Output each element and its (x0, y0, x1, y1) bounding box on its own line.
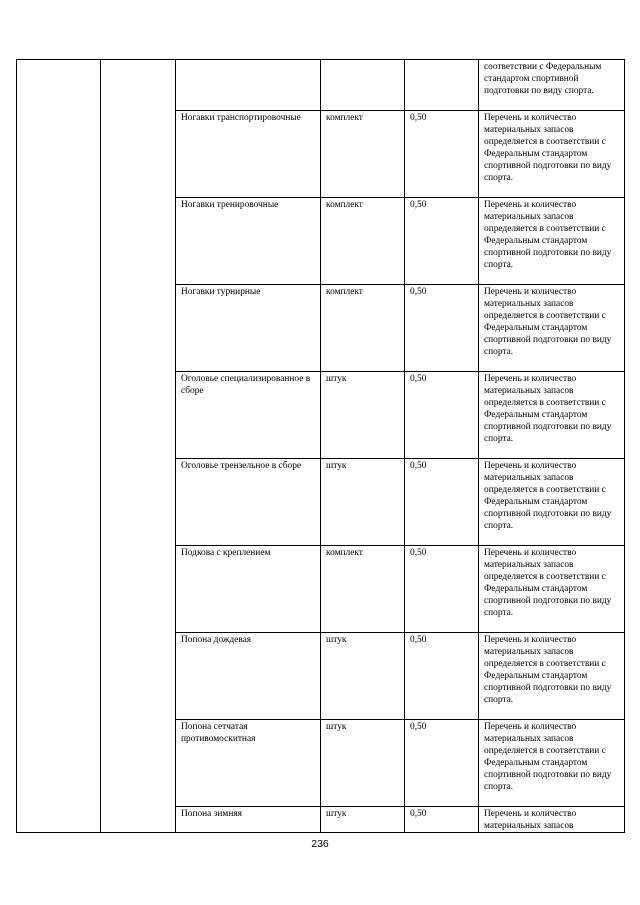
item-name-cell: Ногавки тренировочные (176, 198, 321, 285)
unit-cell: комплект (321, 546, 405, 633)
value-cell: 0,50 (405, 720, 479, 807)
unit-cell: штук (321, 720, 405, 807)
value-cell: 0,50 (405, 807, 479, 833)
value-cell: 0,50 (405, 198, 479, 285)
unit-cell (321, 60, 405, 111)
item-name-cell (176, 60, 321, 111)
value-cell (405, 60, 479, 111)
unit-cell: комплект (321, 285, 405, 372)
item-name-cell: Попона сетчатая противомоскитная (176, 720, 321, 807)
item-name-cell: Ногавки турнирные (176, 285, 321, 372)
item-name-cell: Оголовье специализированное в сборе (176, 372, 321, 459)
unit-cell: штук (321, 633, 405, 720)
note-cell: Перечень и количество материальных запасов (479, 807, 625, 833)
value-cell: 0,50 (405, 285, 479, 372)
unit-cell: комплект (321, 111, 405, 198)
unit-cell: штук (321, 372, 405, 459)
note-cell: Перечень и количество материальных запасов определяется в соответствии с Федеральным стандартом спортивной подготовки по виду спорта. (479, 633, 625, 720)
empty-cell-col2 (101, 60, 176, 833)
item-name-cell: Попона зимняя (176, 807, 321, 833)
table-row (17, 60, 625, 111)
item-name-cell: Оголовье трензельное в сборе (176, 459, 321, 546)
value-cell: 0,50 (405, 546, 479, 633)
value-cell: 0,50 (405, 372, 479, 459)
item-name-cell: Ногавки транспортировочные (176, 111, 321, 198)
page-number: 236 (311, 838, 329, 850)
item-name-cell: Попона дождевая (176, 633, 321, 720)
unit-cell: штук (321, 459, 405, 546)
value-cell: 0,50 (405, 633, 479, 720)
note-cell: Перечень и количество материальных запасов определяется в соответствии с Федеральным стандартом спортивной подготовки по виду спорта. (479, 198, 625, 285)
note-cell: Перечень и количество материальных запасов определяется в соответствии с Федеральным стандартом спортивной подготовки по виду спорта. (479, 372, 625, 459)
value-cell: 0,50 (405, 111, 479, 198)
item-name-cell: Подкова с креплением (176, 546, 321, 633)
note-cell: Перечень и количество материальных запасов определяется в соответствии с Федеральным стандартом спортивной подготовки по виду спорта. (479, 459, 625, 546)
note-cell: Перечень и количество материальных запасов определяется в соответствии с Федеральным стандартом спортивной подготовки по виду спорта. (479, 285, 625, 372)
materials-table (16, 59, 625, 833)
unit-cell: комплект (321, 198, 405, 285)
note-cell: Перечень и количество материальных запасов определяется в соответствии с Федеральным стандартом спортивной подготовки по виду спорта. (479, 546, 625, 633)
note-cell: соответствии с Федеральным стандартом спортивной подготовки по виду спорта. (479, 60, 625, 111)
unit-cell: штук (321, 807, 405, 833)
note-cell: Перечень и количество материальных запасов определяется в соответствии с Федеральным стандартом спортивной подготовки по виду спорта. (479, 720, 625, 807)
note-cell: Перечень и количество материальных запасов определяется в соответствии с Федеральным стандартом спортивной подготовки по виду спорта. (479, 111, 625, 198)
empty-cell-col1 (17, 60, 101, 833)
value-cell: 0,50 (405, 459, 479, 546)
